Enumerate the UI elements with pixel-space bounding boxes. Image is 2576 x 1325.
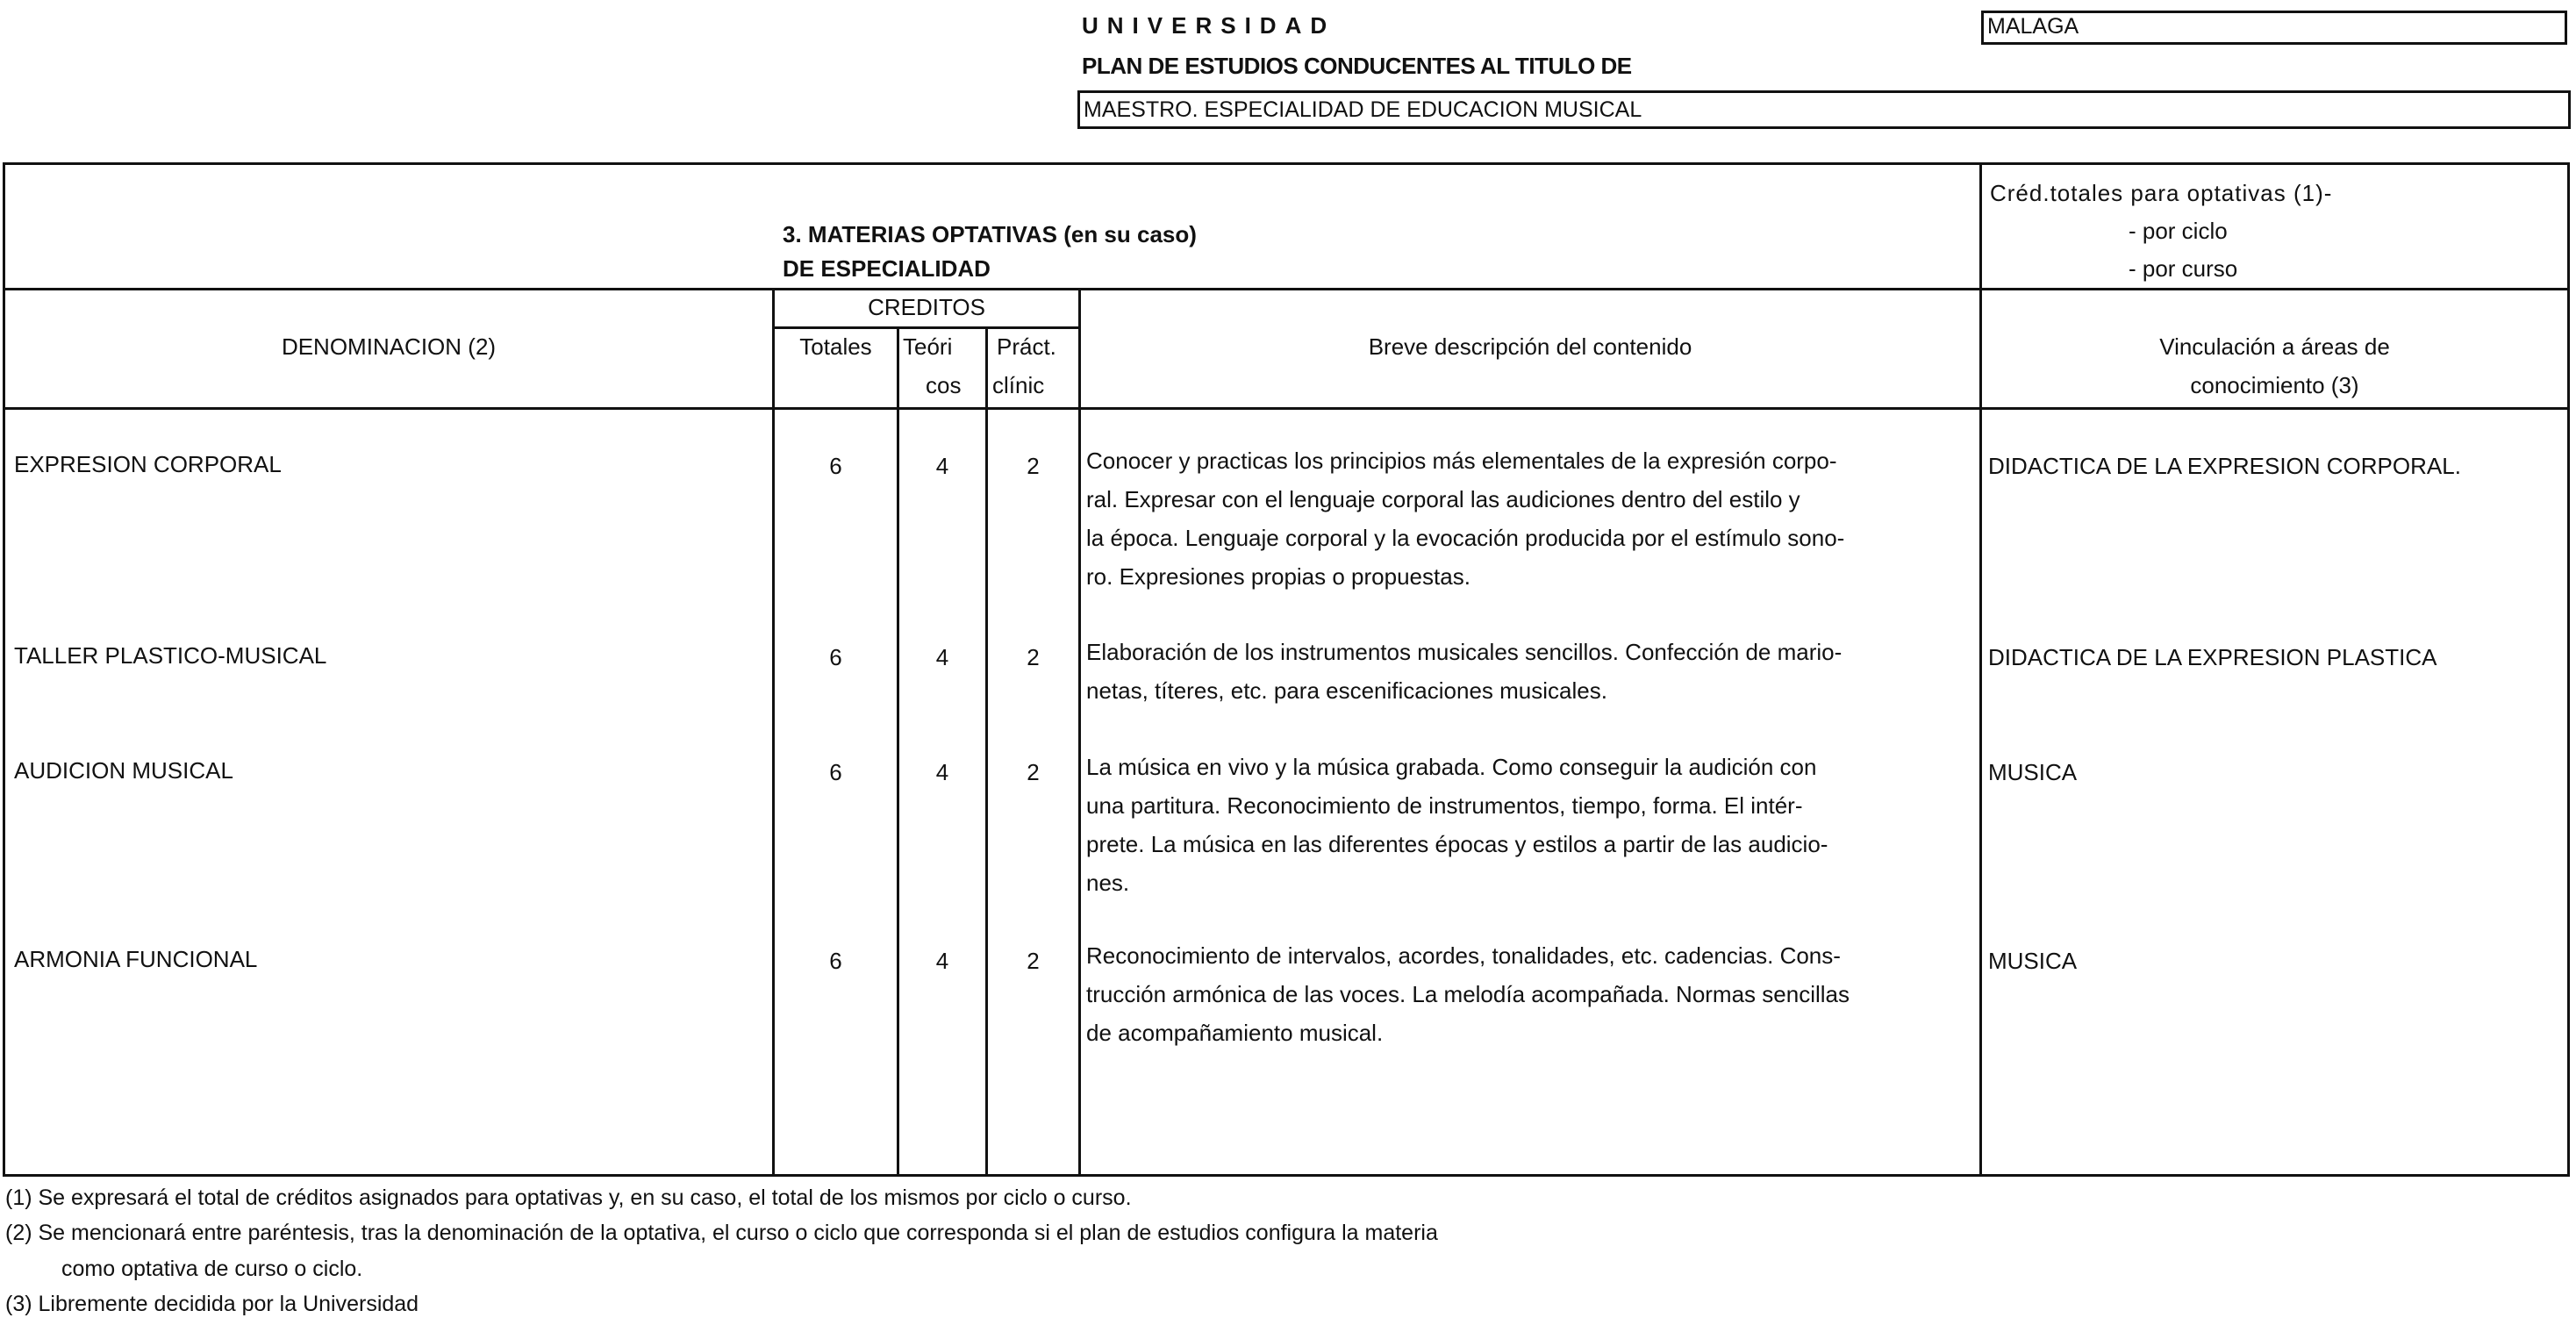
row-3-vinculacion: MUSICA xyxy=(1988,759,2078,785)
footnote-2-continued: como optativa de curso o ciclo. xyxy=(61,1257,363,1281)
row-4-vinculacion: MUSICA xyxy=(1988,948,2078,974)
creditos-divider xyxy=(772,326,1081,329)
desc-line: Elaboración de los instrumentos musicales sencillos. Confección de mario- xyxy=(1086,639,1843,665)
row-2-vinculacion: DIDACTICA DE LA EXPRESION PLASTICA xyxy=(1988,644,2437,670)
desc-line: Conocer y practicas los principios más elementales de la expresión corpo- xyxy=(1086,448,1837,474)
row-2-totales: 6 xyxy=(829,644,842,670)
col-header-descripcion: Breve descripción del contenido xyxy=(1368,333,1692,360)
row-3-practicos: 2 xyxy=(1027,759,1040,785)
universidad-label: UNIVERSIDAD xyxy=(1082,12,1336,39)
row-4-practicos: 2 xyxy=(1027,948,1040,974)
col-header-practicos-2: clínic xyxy=(992,372,1045,398)
desc-line: prete. La música en las diferentes épocas y estilos a partir de las audicio- xyxy=(1086,831,1828,857)
footnote-2: (2) Se mencionará entre paréntesis, tras la denominación de la optativa, el curso o ciclo que corresponda si el plan de estudios configura la materia xyxy=(5,1221,1438,1245)
col-header-creditos: CREDITOS xyxy=(868,294,985,320)
section-subtitle: DE ESPECIALIDAD xyxy=(783,255,991,282)
row-3-totales: 6 xyxy=(829,759,842,785)
col-header-practicos-1: Práct. xyxy=(997,333,1056,360)
col-sep-totales xyxy=(772,288,775,1174)
col-header-teoricos-2: cos xyxy=(926,372,962,398)
row-4-descripcion xyxy=(1086,936,1850,1052)
desc-line: trucción armónica de las voces. La melodía acompañada. Normas sencillas xyxy=(1086,981,1850,1007)
row-1-denominacion: EXPRESION CORPORAL xyxy=(14,451,282,477)
titulo-field: MAESTRO. ESPECIALIDAD DE EDUCACION MUSICAL xyxy=(1077,90,2571,129)
row-1-teoricos: 4 xyxy=(935,453,949,479)
desc-line: netas, títeres, etc. para escenificaciones musicales. xyxy=(1086,677,1607,704)
desc-line: nes. xyxy=(1086,870,1130,896)
col-header-denominacion: DENOMINACION (2) xyxy=(281,333,497,360)
cred-totales-title: Créd.totales para optativas (1)- xyxy=(1990,180,2333,206)
col-sep-descripcion xyxy=(1078,288,1081,1174)
por-curso-label: - por curso xyxy=(2129,255,2238,282)
header-divider xyxy=(5,288,2567,290)
section-title: 3. MATERIAS OPTATIVAS (en su caso) xyxy=(783,221,1197,247)
desc-line: de acompañamiento musical. xyxy=(1086,1020,1384,1046)
desc-line: La música en vivo y la música grabada. Como conseguir la audición con xyxy=(1086,754,1817,780)
desc-line: Reconocimiento de intervalos, acordes, tonalidades, etc. cadencias. Cons- xyxy=(1086,942,1841,969)
row-4-denominacion: ARMONIA FUNCIONAL xyxy=(14,946,258,972)
row-3-denominacion: AUDICION MUSICAL xyxy=(14,757,233,784)
footnote-1: (1) Se expresará el total de créditos asignados para optativas y, en su caso, el total de los mismos por ciclo o curso. xyxy=(5,1185,1132,1210)
row-2-practicos: 2 xyxy=(1027,644,1040,670)
por-ciclo-label: - por ciclo xyxy=(2129,218,2228,244)
col-header-totales: Totales xyxy=(799,333,872,360)
col-sep-vinculacion xyxy=(1979,165,1982,1174)
desc-line: ro. Expresiones propias o propuestas. xyxy=(1086,563,1470,590)
desc-line: una partitura. Reconocimiento de instrumentos, tiempo, forma. El intér- xyxy=(1086,792,1803,819)
row-1-descripcion xyxy=(1086,441,1844,596)
row-1-practicos: 2 xyxy=(1027,453,1040,479)
col-header-vinculacion-1: Vinculación a áreas de xyxy=(2159,333,2390,360)
columns-divider xyxy=(5,407,2567,410)
row-4-totales: 6 xyxy=(829,948,842,974)
universidad-field: MALAGA xyxy=(1981,11,2567,45)
row-2-denominacion: TALLER PLASTICO-MUSICAL xyxy=(14,642,327,669)
optativas-table xyxy=(3,162,2570,1177)
row-4-teoricos: 4 xyxy=(935,948,949,974)
row-3-teoricos: 4 xyxy=(935,759,949,785)
row-2-teoricos: 4 xyxy=(935,644,949,670)
row-1-vinculacion: DIDACTICA DE LA EXPRESION CORPORAL. xyxy=(1988,453,2461,479)
desc-line: la época. Lenguaje corporal y la evocación producida por el estímulo sono- xyxy=(1086,525,1845,551)
col-header-teoricos-1: Teóri xyxy=(903,333,953,360)
row-1-totales: 6 xyxy=(829,453,842,479)
plan-label: PLAN DE ESTUDIOS CONDUCENTES AL TITULO DE xyxy=(1082,53,1632,79)
footnote-3: (3) Libremente decidida por la Universidad xyxy=(5,1292,419,1316)
row-3-descripcion xyxy=(1086,748,1828,902)
col-header-vinculacion-2: conocimiento (3) xyxy=(2190,372,2359,398)
row-2-descripcion xyxy=(1086,633,1842,710)
desc-line: ral. Expresar con el lenguaje corporal las audiciones dentro del estilo y xyxy=(1086,486,1800,512)
